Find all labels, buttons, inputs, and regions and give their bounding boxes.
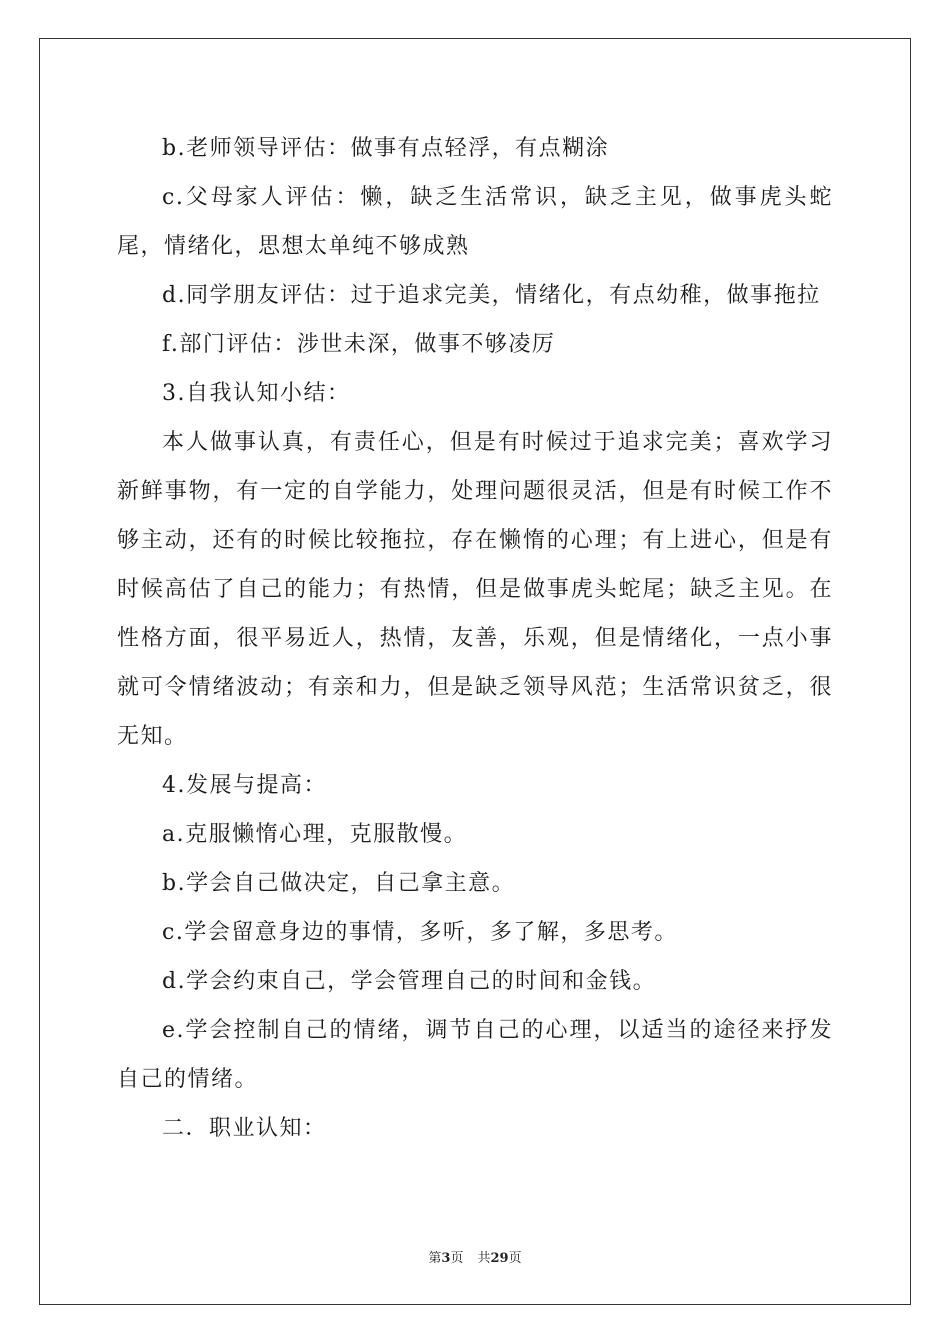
- document-body: [117, 124, 833, 1153]
- list-item-e: e.学会控制自己的情绪，调节自己的心理，以适当的途径来抒发自己的情绪。: [117, 1018, 833, 1092]
- list-item-d: d.学会约束自己，学会管理自己的时间和金钱。: [162, 969, 657, 994]
- footer-page-suffix: 页: [450, 1251, 464, 1266]
- footer-prefix: 第: [428, 1251, 442, 1266]
- heading-self-summary: 3.自我认知小结：: [162, 381, 351, 406]
- paragraph-self-summary: 本人做事认真，有责任心，但是有时候过于追求完美；喜欢学习新鲜事物，有一定的自学能力，处理问题很灵活，但是有时候工作不够主动，还有的时候比较拖拉，存在懒惰的心理；有上进心，但是有时候高估了自己的能力；有热情，但是做事虎头蛇尾；缺乏主见。在性格方面，很平易近人，热情，友善，乐观，但是情绪化，一点小事就可令情绪波动；有亲和力，但是缺乏领导风范；生活常识贫乏，很无知。: [117, 430, 833, 749]
- paragraph-classmate-eval: d.同学朋友评估：过于追求完美，情绪化，有点幼稚，做事拖拉: [162, 283, 821, 308]
- footer-total-prefix: 共: [477, 1251, 491, 1266]
- paragraph-teacher-eval: b.老师领导评估：做事有点轻浮，有点糊涂: [162, 136, 610, 161]
- list-item-b: b.学会自己做决定，自己拿主意。: [162, 871, 516, 896]
- paragraph-parent-eval: c.父母家人评估：懒，缺乏生活常识，缺乏主见，做事虎头蛇尾，情绪化，思想太单纯不够成熟: [117, 185, 833, 259]
- list-item-c: c.学会留意身边的事情，多听，多了解，多思考。: [162, 920, 678, 945]
- heading-development: 4.发展与提高：: [162, 773, 327, 798]
- paragraph-department-eval: f.部门评估：涉世未深，做事不够凌厉: [162, 332, 556, 357]
- list-item-a: a.克服懒惰心理，克服散慢。: [162, 822, 468, 847]
- footer-page-number: 3: [441, 1251, 451, 1266]
- footer-total-pages: 29: [490, 1251, 509, 1266]
- heading-career-cognition: 二．职业认知：: [162, 1116, 327, 1141]
- page-footer: [0, 1247, 950, 1266]
- footer-total-suffix: 页: [508, 1251, 522, 1266]
